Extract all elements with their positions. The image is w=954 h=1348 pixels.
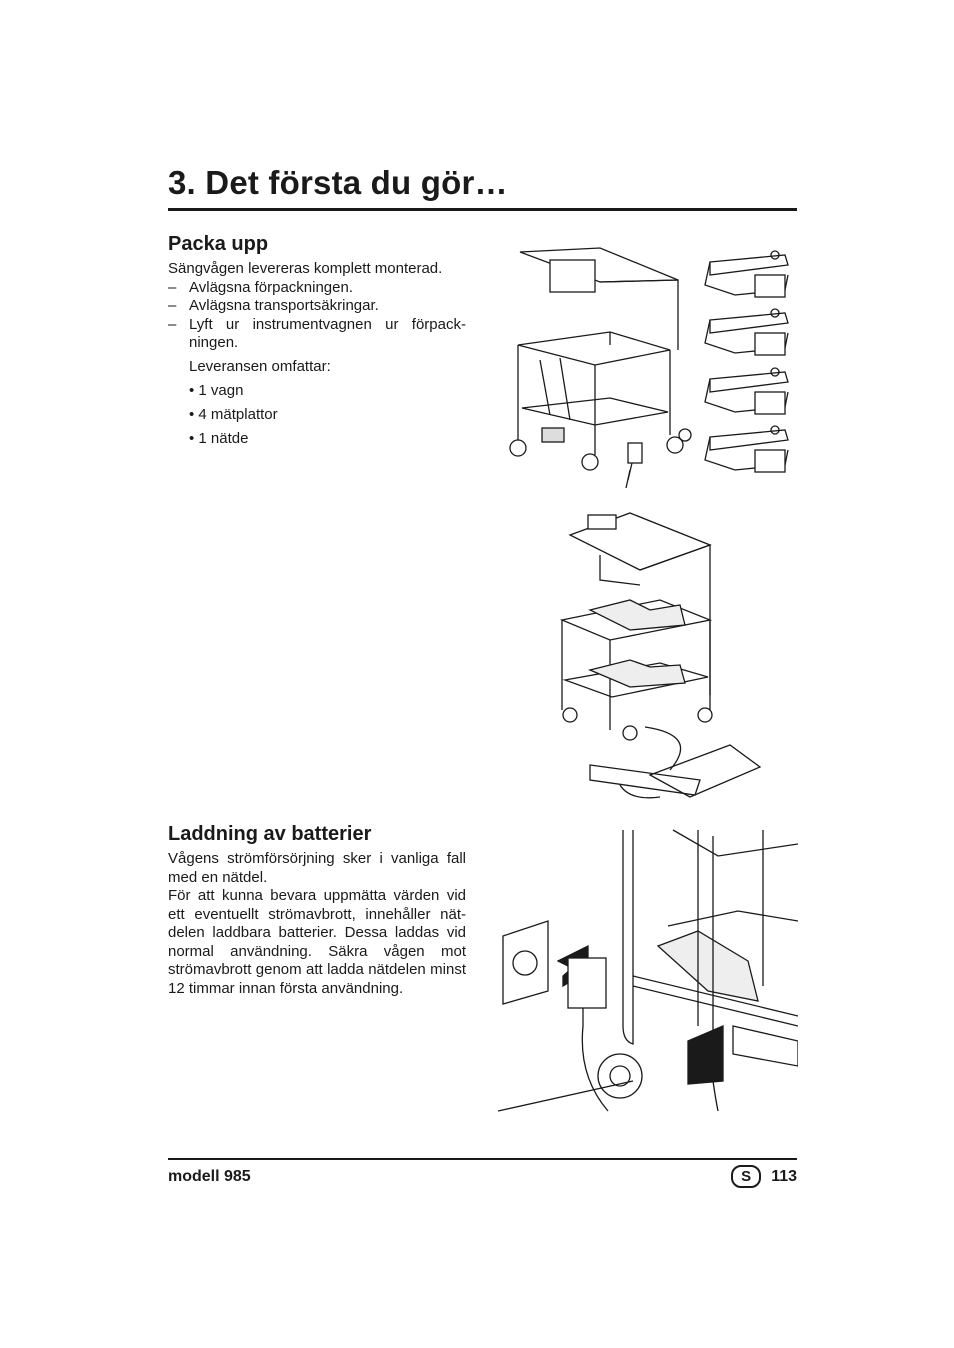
- unpack-step: – Lyft ur instrumentvagnen ur förpackningen.: [168, 315, 466, 351]
- unpack-intro: Sängvågen levereras komplett monterad.: [168, 260, 443, 277]
- unpack-steps: [168, 279, 466, 353]
- delivery-list: [168, 382, 466, 449]
- unpack-section: [168, 260, 466, 448]
- language-badge: S: [731, 1165, 761, 1188]
- unpack-heading: Packa upp: [168, 233, 269, 255]
- assembled-cart-illustration: [550, 505, 800, 805]
- delivery-item: • 1 vagn: [189, 381, 244, 399]
- charging-paragraph-1: Vågens strömförsörjning sker i vanliga fall med en nätdel.: [168, 850, 466, 886]
- delivery-label: Leveransen omfattar:: [189, 357, 331, 375]
- delivery-item: • 4 mätplattor: [189, 405, 278, 423]
- charging-heading: Laddning av batterier: [168, 823, 372, 845]
- delivery-item: • 1 nätde: [189, 429, 249, 447]
- page-title: 3. Det första du gör…: [168, 164, 508, 201]
- cart-and-plates-illustration: [500, 240, 800, 490]
- title-rule: [168, 208, 797, 211]
- footer-model: modell 985: [168, 1168, 251, 1185]
- footer-page-info: [731, 1165, 797, 1188]
- charging-section: [168, 850, 466, 998]
- footer-rule: [168, 1158, 797, 1160]
- charging-paragraph-2: För att kunna bevara uppmätta värden vid ett eventuellt strömavbrott, innehåller nätdelen laddbara batterier. Dessa laddas vid normal användning. Säkra vågen mot strömavbrott genom att ladda nätdelen minst 12 timmar innan första användning.: [168, 887, 466, 997]
- unpack-step: – Avlägsna förpackningen.: [168, 278, 354, 296]
- charging-illustration: [498, 826, 798, 1116]
- unpack-step: – Avlägsna transportsäkringar.: [168, 297, 379, 314]
- page-number: 113: [771, 1167, 797, 1185]
